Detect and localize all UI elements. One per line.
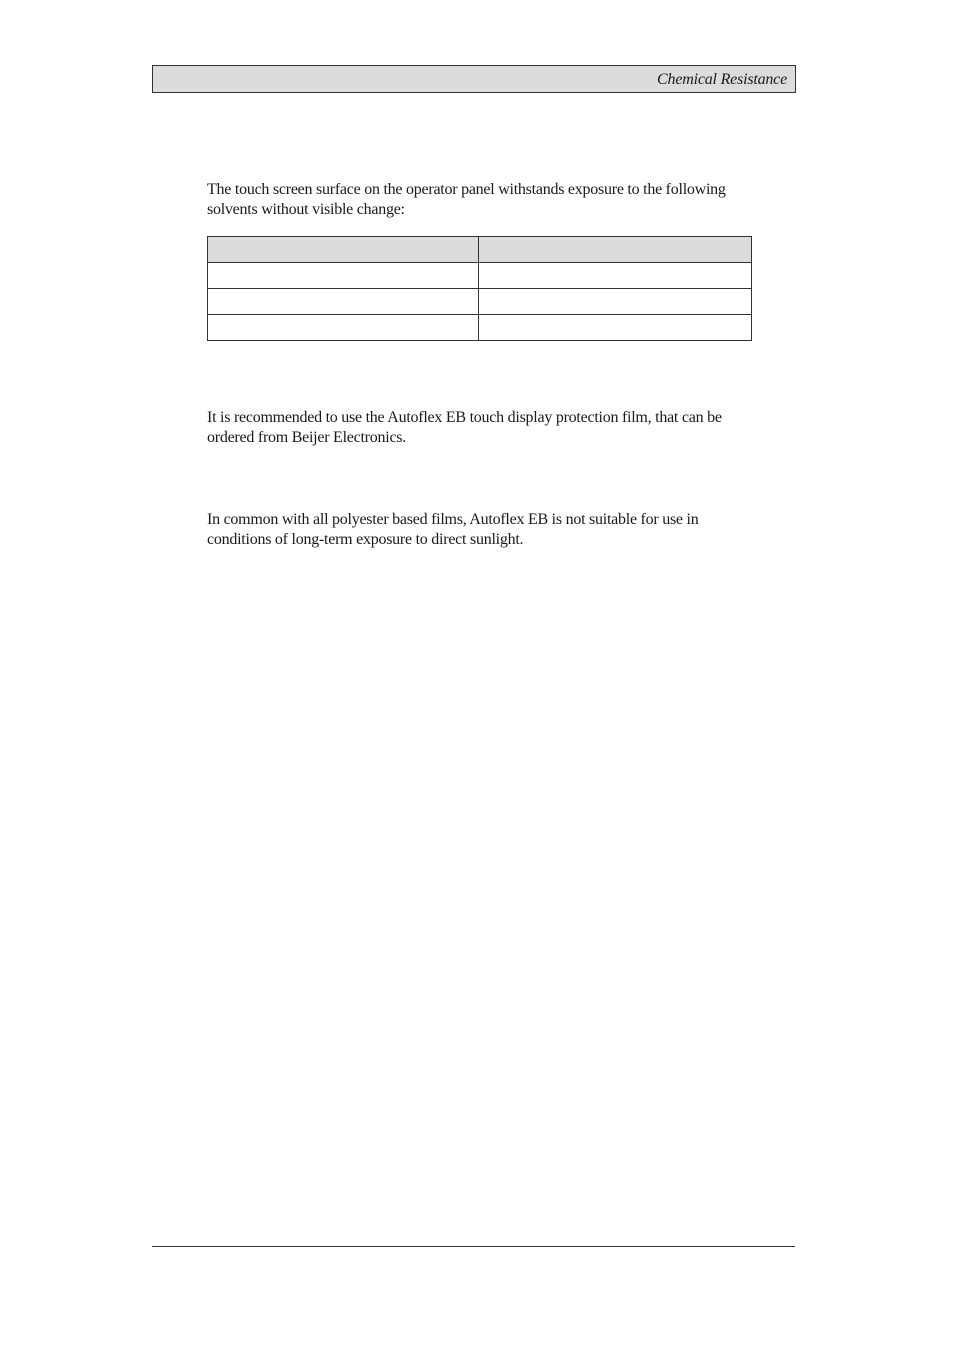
table-cell xyxy=(479,263,752,289)
table-row xyxy=(208,263,752,289)
intro-paragraph: The touch screen surface on the operator panel withstands exposure to the following solvents without visible change: xyxy=(207,181,726,218)
table-cell xyxy=(208,315,479,341)
table-cell xyxy=(479,289,752,315)
solvent-table xyxy=(207,236,752,341)
table-header-cell xyxy=(208,237,479,263)
sunlight-note-paragraph: In common with all polyester based films, Autoflex EB is not suitable for use in conditions of long-term exposure to direct sunlight. xyxy=(207,511,699,548)
table-cell xyxy=(208,263,479,289)
page-header xyxy=(152,65,796,93)
table-cell xyxy=(479,315,752,341)
table-header-cell xyxy=(479,237,752,263)
table-header-row xyxy=(208,237,752,263)
table-row xyxy=(208,289,752,315)
table-cell xyxy=(208,289,479,315)
header-title: Chemical Resistance xyxy=(657,71,787,88)
footer-divider xyxy=(152,1246,795,1247)
film-recommendation-paragraph: It is recommended to use the Autoflex EB touch display protection film, that can be ordered from Beijer Electronics. xyxy=(207,409,722,446)
table-row xyxy=(208,315,752,341)
